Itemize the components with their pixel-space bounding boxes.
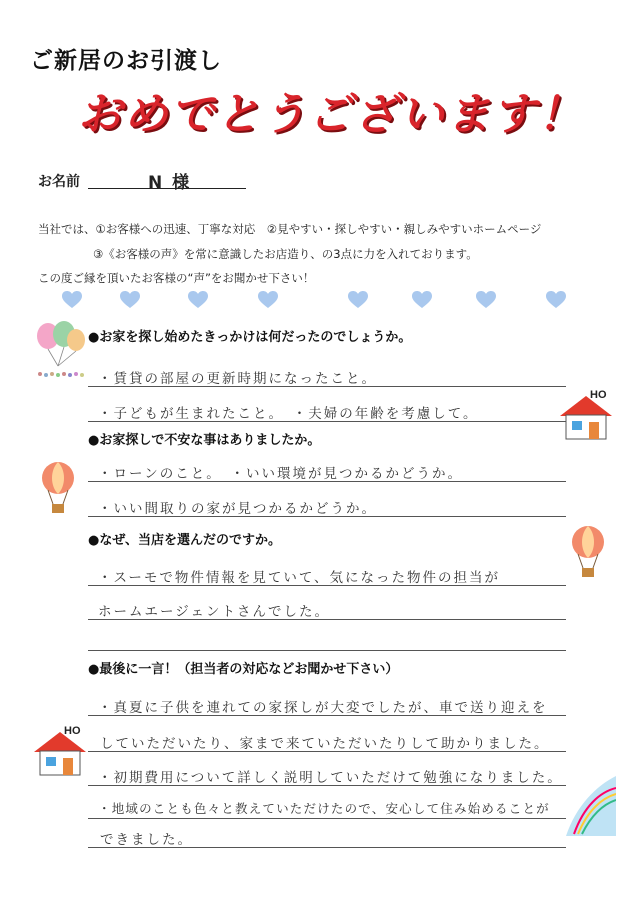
- subtitle: ご新居のお引渡し: [30, 48, 222, 74]
- heart-icon: [62, 291, 82, 309]
- question-1: ●お家を探し始めたきっかけは何だったのでしょうか。: [88, 330, 412, 345]
- answer-3-line-1: ・スーモで物件情報を見ていて、気になった物件の担当が: [98, 570, 501, 586]
- answer-1-line-2: ・子どもが生まれたこと。 ・夫婦の年齢を考慮して。: [98, 406, 479, 422]
- answer-4-line-5: できました。: [100, 832, 193, 848]
- heart-icon: [188, 291, 208, 309]
- answer-rule: [88, 818, 566, 819]
- answer-rule: [88, 386, 566, 387]
- heart-icon: [546, 291, 566, 309]
- answer-2-line-1: ・ローンのこと。 ・いい環境が見つかるかどうか。: [98, 466, 463, 482]
- hot-air-balloon-icon: [36, 456, 82, 518]
- intro-line-3: この度ご縁を頂いたお客様の“声”をお聞かせ下さい！: [38, 271, 315, 285]
- answer-2-line-2: ・いい間取りの家が見つかるかどうか。: [98, 501, 377, 517]
- page-title: おめでとうございます！: [78, 89, 584, 140]
- hot-air-balloon-icon: [566, 520, 612, 582]
- answer-rule: [88, 650, 566, 651]
- question-3: ●なぜ、当店を選んだのですか。: [88, 533, 281, 548]
- intro-line-2: ③《お客様の声》を常に意識したお店造り、の3点に力を入れております。: [93, 247, 478, 261]
- house-sign: HO: [590, 389, 607, 401]
- answer-1-line-1: ・賃貸の部屋の更新時期になったこと。: [98, 371, 377, 387]
- house-icon: [556, 386, 616, 444]
- answer-rule: [88, 715, 566, 716]
- heart-icon: [412, 291, 432, 309]
- balloons-icon: [34, 320, 86, 380]
- answer-rule: [88, 481, 566, 482]
- heart-icon: [258, 291, 278, 309]
- house-icon: [30, 722, 90, 780]
- answer-4-line-1: ・真夏に子供を連れての家探しが大変でしたが、車で送り迎えを: [98, 700, 548, 716]
- house-sign: HO: [64, 725, 81, 737]
- name-value: N 様: [148, 173, 192, 193]
- heart-icon: [120, 291, 140, 309]
- answer-4-line-2: していただいたり、家まで来ていただいたりして助かりました。: [100, 736, 550, 752]
- hearts-row: [62, 291, 572, 311]
- answer-rule: [88, 619, 566, 620]
- heart-icon: [348, 291, 368, 309]
- question-4: ●最後に一言！（担当者の対応などお聞かせ下さい）: [88, 662, 399, 677]
- answer-rule: [88, 785, 566, 786]
- intro-line-1: 当社では、①お客様への迅速、丁寧な対応 ②見やすい・探しやすい・親しみやすいホームページ: [38, 222, 542, 236]
- heart-icon: [476, 291, 496, 309]
- name-label: お名前: [38, 174, 80, 190]
- question-2: ●お家探しで不安な事はありましたか。: [88, 433, 321, 448]
- answer-4-line-3: ・初期費用について詳しく説明していただけて勉強になりました。: [98, 770, 563, 786]
- answer-rule: [88, 847, 566, 848]
- answer-rule: [88, 516, 566, 517]
- answer-rule: [88, 421, 566, 422]
- answer-3-line-2: ホームエージェントさんでした。: [98, 604, 330, 620]
- rainbow-icon: [566, 776, 616, 836]
- answer-rule: [88, 585, 566, 586]
- answer-rule: [88, 751, 566, 752]
- name-underline: [88, 188, 246, 189]
- answer-4-line-4: ・地域のことも色々と教えていただけたので、安心して住み始めることが: [98, 801, 550, 816]
